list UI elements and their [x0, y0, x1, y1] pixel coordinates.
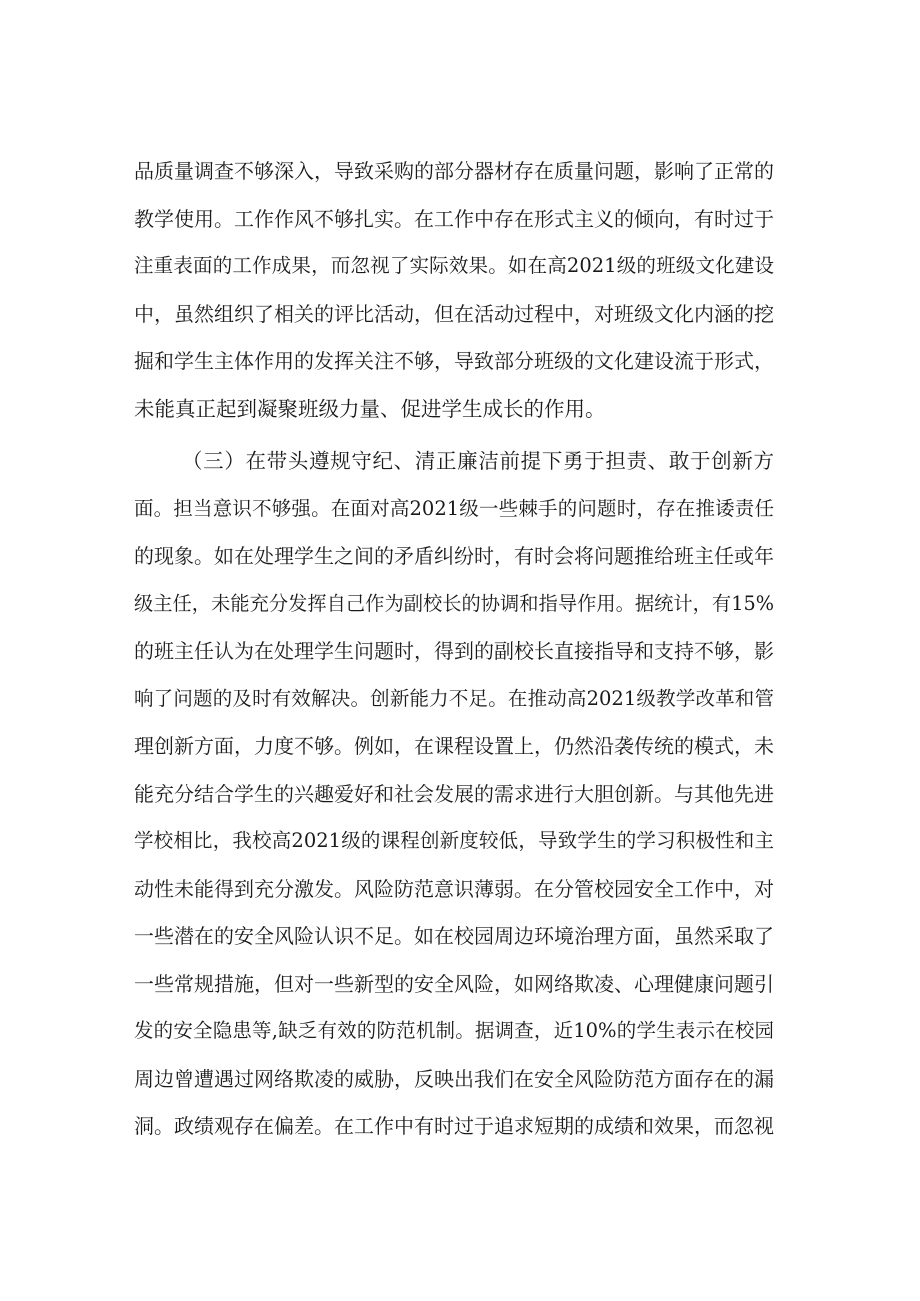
paragraph-2-line-2: 面。担当意识不够强。在面对高2021级一些棘手的问题时，存在推诿责任 — [134, 497, 774, 520]
paragraph-1-line-4: 中，虽然组织了相关的评比活动，但在活动过程中，对班级文化内涵的挖 — [134, 302, 774, 326]
paragraph-2-line-7: 理创新方面，力度不够。例如，在课程设置上，仍然沿袭传统的模式，未 — [134, 734, 774, 758]
paragraph-2-line-14: 周边曾遭遇过网络欺凌的威胁，反映出我们在安全风险防范方面存在的漏 — [134, 1067, 774, 1091]
paragraph-2-line-1: （三）在带头遵规守纪、清正廉洁前提下勇于担责、敢于创新方 — [182, 449, 774, 473]
paragraph-2-line-8: 能充分结合学生的兴趣爱好和社会发展的需求进行大胆创新。与其他先进 — [134, 782, 774, 806]
paragraph-2-line-13: 发的安全隐患等,缺乏有效的防范机制。据调查，近10%的学生表示在校园 — [134, 1019, 774, 1042]
paragraph-2-line-3: 的现象。如在处理学生之间的矛盾纠纷时，有时会将问题推给班主任或年 — [134, 544, 774, 568]
paragraph-1-line-3: 注重表面的工作成果，而忽视了实际效果。如在高2021级的班级文化建设 — [134, 254, 774, 277]
paragraph-2-line-4: 级主任，未能充分发挥自己作为副校长的协调和指导作用。据统计，有15% — [134, 592, 774, 615]
paragraph-2-line-6: 响了问题的及时有效解决。创新能力不足。在推动高2021级教学改革和管 — [134, 687, 774, 710]
paragraph-2-line-12: 一些常规措施，但对一些新型的安全风险，如网络欺凌、心理健康问题引 — [134, 972, 774, 996]
paragraph-2-line-10: 动性未能得到充分激发。风险防范意识薄弱。在分管校园安全工作中，对 — [134, 877, 774, 901]
paragraph-2-line-15: 洞。政绩观存在偏差。在工作中有时过于追求短期的成绩和效果，而忽视 — [134, 1114, 774, 1138]
paragraph-1-line-5: 掘和学生主体作用的发挥关注不够，导致部分班级的文化建设流于形式， — [134, 349, 774, 373]
paragraph-2-line-5: 的班主任认为在处理学生问题时，得到的副校长直接指导和支持不够，影 — [134, 639, 774, 663]
paragraph-2-line-9: 学校相比，我校高2021级的课程创新度较低，导致学生的学习积极性和主 — [134, 829, 774, 852]
paragraph-1-line-6: 未能真正起到凝聚班级力量、促进学生成长的作用。 — [134, 397, 606, 421]
paragraph-1-line-2: 教学使用。工作作风不够扎实。在工作中存在形式主义的倾向，有时过于 — [134, 207, 774, 231]
paragraph-1-line-1: 品质量调查不够深入，导致采购的部分器材存在质量问题，影响了正常的 — [134, 159, 774, 183]
paragraph-2-line-11: 一些潜在的安全风险认识不足。如在校园周边环境治理方面，虽然采取了 — [134, 924, 774, 948]
